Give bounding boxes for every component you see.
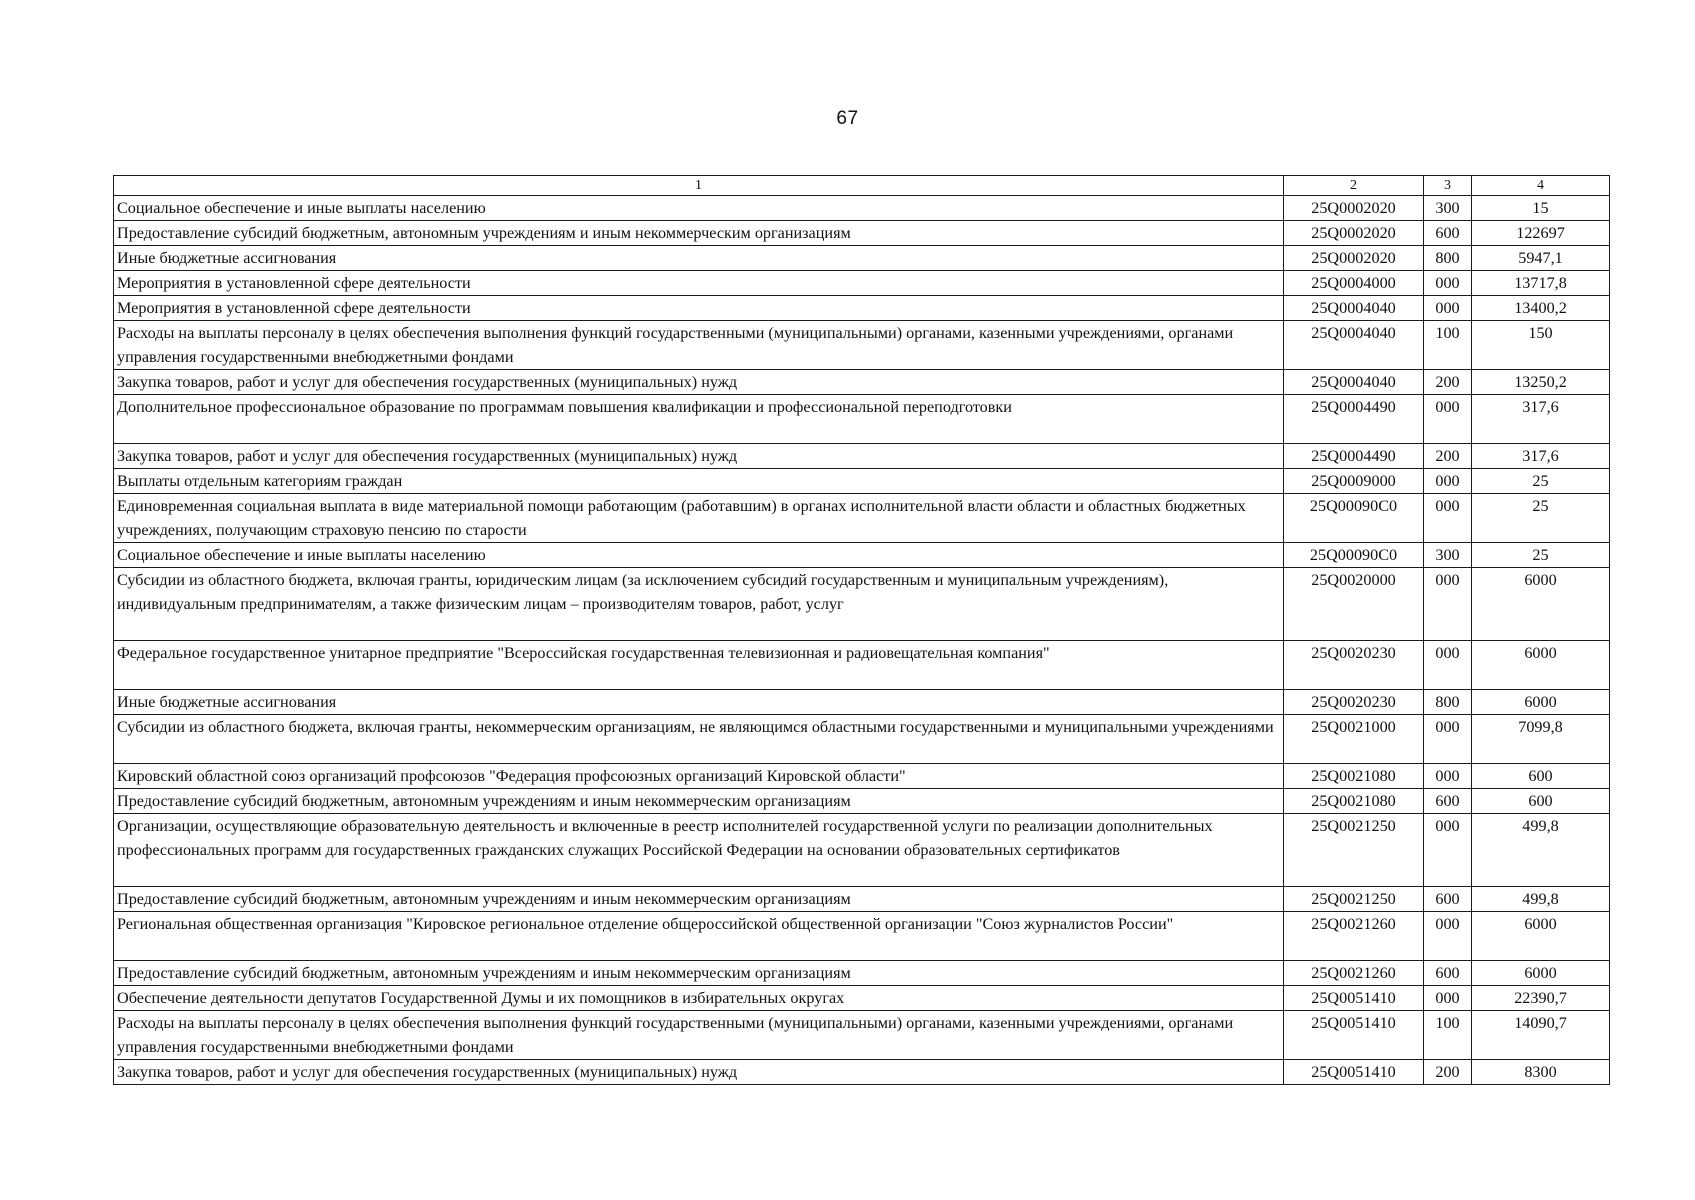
header-cell-kind: 3 [1424, 176, 1472, 196]
table-row [114, 321, 1610, 370]
row-amount-cell: 6000 [1472, 568, 1610, 641]
row-name-cell: Обеспечение деятельности депутатов Государственной Думы и их помощников в избирательных округах [114, 986, 1284, 1011]
table-row [114, 543, 1610, 568]
row-kind-cell: 600 [1424, 789, 1472, 814]
table-row [114, 196, 1610, 221]
header-cell-code: 2 [1284, 176, 1424, 196]
row-code-cell: 25Q0021250 [1284, 814, 1424, 887]
row-kind-cell: 000 [1424, 764, 1472, 789]
row-kind-cell: 000 [1424, 912, 1472, 961]
row-amount-cell: 6000 [1472, 912, 1610, 961]
row-code-cell: 25Q0021260 [1284, 961, 1424, 986]
row-name-cell: Иные бюджетные ассигнования [114, 246, 1284, 271]
row-code-cell: 25Q0021260 [1284, 912, 1424, 961]
row-name-cell: Выплаты отдельным категориям граждан [114, 469, 1284, 494]
row-amount-cell: 499,8 [1472, 887, 1610, 912]
row-code-cell: 25Q0020000 [1284, 568, 1424, 641]
row-name-cell: Единовременная социальная выплата в виде материальной помощи работающим (работавшим) в органах исполнительной власти области и областных бюджетных учреждениях, получающим страховую пенсию по старости [114, 494, 1284, 543]
row-kind-cell: 000 [1424, 469, 1472, 494]
row-kind-cell: 600 [1424, 887, 1472, 912]
row-name-cell: Иные бюджетные ассигнования [114, 690, 1284, 715]
row-kind-cell: 300 [1424, 196, 1472, 221]
table-row [114, 568, 1610, 641]
row-name-cell: Мероприятия в установленной сфере деятельности [114, 271, 1284, 296]
row-name-cell: Мероприятия в установленной сфере деятельности [114, 296, 1284, 321]
row-name-cell: Предоставление субсидий бюджетным, автономным учреждениям и иным некоммерческим организациям [114, 789, 1284, 814]
row-kind-cell: 000 [1424, 641, 1472, 690]
row-name-cell: Закупка товаров, работ и услуг для обеспечения государственных (муниципальных) нужд [114, 1060, 1284, 1085]
row-code-cell: 25Q0002020 [1284, 246, 1424, 271]
row-name-cell: Субсидии из областного бюджета, включая гранты, юридическим лицам (за исключением субсидий государственным и муниципальным учреждениям), индивидуальным предпринимателям, а также физическим лицам – производителям товаров, работ, услуг [114, 568, 1284, 641]
row-amount-cell: 317,6 [1472, 444, 1610, 469]
row-kind-cell: 000 [1424, 814, 1472, 887]
table-row [114, 715, 1610, 764]
row-kind-cell: 200 [1424, 1060, 1472, 1085]
row-name-cell: Предоставление субсидий бюджетным, автономным учреждениям и иным некоммерческим организациям [114, 961, 1284, 986]
row-code-cell: 25Q0021000 [1284, 715, 1424, 764]
row-code-cell: 25Q0021080 [1284, 789, 1424, 814]
row-code-cell: 25Q0004040 [1284, 370, 1424, 395]
row-code-cell: 25Q0020230 [1284, 690, 1424, 715]
header-cell-name: 1 [114, 176, 1284, 196]
table-body [114, 176, 1610, 1085]
row-amount-cell: 25 [1472, 543, 1610, 568]
table-row [114, 961, 1610, 986]
row-amount-cell: 122697 [1472, 221, 1610, 246]
table-row [114, 271, 1610, 296]
table-row [114, 690, 1610, 715]
table-row [114, 764, 1610, 789]
row-amount-cell: 7099,8 [1472, 715, 1610, 764]
row-amount-cell: 6000 [1472, 961, 1610, 986]
row-code-cell: 25Q00090C0 [1284, 543, 1424, 568]
row-amount-cell: 13250,2 [1472, 370, 1610, 395]
table-row [114, 370, 1610, 395]
table-row [114, 444, 1610, 469]
row-code-cell: 25Q0021250 [1284, 887, 1424, 912]
row-amount-cell: 8300 [1472, 1060, 1610, 1085]
row-name-cell: Кировский областной союз организаций профсоюзов "Федерация профсоюзных организаций Кировской области" [114, 764, 1284, 789]
header-row [114, 176, 1610, 196]
row-amount-cell: 317,6 [1472, 395, 1610, 444]
row-name-cell: Федеральное государственное унитарное предприятие "Всероссийская государственная телевизионная и радиовещательная компания" [114, 641, 1284, 690]
row-amount-cell: 14090,7 [1472, 1011, 1610, 1060]
row-name-cell: Субсидии из областного бюджета, включая гранты, некоммерческим организациям, не являющимся областными государственными и муниципальными учреждениями [114, 715, 1284, 764]
row-name-cell: Расходы на выплаты персоналу в целях обеспечения выполнения функций государственными (муниципальными) органами, казенными учреждениями, органами управления государственными внебюджетными фондами [114, 1011, 1284, 1060]
table-row [114, 395, 1610, 444]
row-amount-cell: 5947,1 [1472, 246, 1610, 271]
row-kind-cell: 200 [1424, 444, 1472, 469]
table-row [114, 986, 1610, 1011]
row-name-cell: Расходы на выплаты персоналу в целях обеспечения выполнения функций государственными (муниципальными) органами, казенными учреждениями, органами управления государственными внебюджетными фондами [114, 321, 1284, 370]
row-kind-cell: 000 [1424, 395, 1472, 444]
row-code-cell: 25Q0004040 [1284, 296, 1424, 321]
row-code-cell: 25Q0051410 [1284, 986, 1424, 1011]
row-kind-cell: 200 [1424, 370, 1472, 395]
row-amount-cell: 13400,2 [1472, 296, 1610, 321]
row-code-cell: 25Q00090C0 [1284, 494, 1424, 543]
row-kind-cell: 000 [1424, 271, 1472, 296]
row-code-cell: 25Q0004040 [1284, 321, 1424, 370]
row-kind-cell: 800 [1424, 690, 1472, 715]
row-kind-cell: 600 [1424, 221, 1472, 246]
row-code-cell: 25Q0021080 [1284, 764, 1424, 789]
row-kind-cell: 100 [1424, 321, 1472, 370]
row-name-cell: Предоставление субсидий бюджетным, автономным учреждениям и иным некоммерческим организациям [114, 221, 1284, 246]
row-amount-cell: 22390,7 [1472, 986, 1610, 1011]
row-code-cell: 25Q0004490 [1284, 444, 1424, 469]
row-code-cell: 25Q0009000 [1284, 469, 1424, 494]
budget-table [113, 175, 1610, 1085]
table-row [114, 1011, 1610, 1060]
row-kind-cell: 000 [1424, 568, 1472, 641]
row-amount-cell: 6000 [1472, 641, 1610, 690]
row-amount-cell: 15 [1472, 196, 1610, 221]
row-code-cell: 25Q0020230 [1284, 641, 1424, 690]
row-kind-cell: 000 [1424, 296, 1472, 321]
row-code-cell: 25Q0051410 [1284, 1011, 1424, 1060]
row-kind-cell: 000 [1424, 986, 1472, 1011]
row-amount-cell: 600 [1472, 764, 1610, 789]
row-kind-cell: 600 [1424, 961, 1472, 986]
row-kind-cell: 000 [1424, 494, 1472, 543]
row-code-cell: 25Q0051410 [1284, 1060, 1424, 1085]
row-name-cell: Закупка товаров, работ и услуг для обеспечения государственных (муниципальных) нужд [114, 370, 1284, 395]
row-kind-cell: 000 [1424, 715, 1472, 764]
row-name-cell: Социальное обеспечение и иные выплаты населению [114, 543, 1284, 568]
row-amount-cell: 600 [1472, 789, 1610, 814]
table-row [114, 246, 1610, 271]
row-amount-cell: 25 [1472, 469, 1610, 494]
row-name-cell: Дополнительное профессиональное образование по программам повышения квалификации и профессиональной переподготовки [114, 395, 1284, 444]
table-row [114, 469, 1610, 494]
row-name-cell: Социальное обеспечение и иные выплаты населению [114, 196, 1284, 221]
row-code-cell: 25Q0002020 [1284, 196, 1424, 221]
row-amount-cell: 25 [1472, 494, 1610, 543]
table-row [114, 494, 1610, 543]
row-code-cell: 25Q0004490 [1284, 395, 1424, 444]
table-row [114, 221, 1610, 246]
table-row [114, 1060, 1610, 1085]
row-kind-cell: 800 [1424, 246, 1472, 271]
table-row [114, 887, 1610, 912]
table-row [114, 641, 1610, 690]
row-amount-cell: 13717,8 [1472, 271, 1610, 296]
table-row [114, 296, 1610, 321]
table-row [114, 912, 1610, 961]
row-name-cell: Предоставление субсидий бюджетным, автономным учреждениям и иным некоммерческим организациям [114, 887, 1284, 912]
table-row [114, 814, 1610, 887]
row-name-cell: Организации, осуществляющие образовательную деятельность и включенные в реестр исполнителей государственной услуги по реализации дополнительных профессиональных программ для государственных гражданских служащих Российской Федерации на основании образовательных сертификатов [114, 814, 1284, 887]
row-amount-cell: 6000 [1472, 690, 1610, 715]
row-name-cell: Закупка товаров, работ и услуг для обеспечения государственных (муниципальных) нужд [114, 444, 1284, 469]
row-code-cell: 25Q0002020 [1284, 221, 1424, 246]
table-row [114, 789, 1610, 814]
row-kind-cell: 100 [1424, 1011, 1472, 1060]
row-code-cell: 25Q0004000 [1284, 271, 1424, 296]
header-cell-amount: 4 [1472, 176, 1610, 196]
row-amount-cell: 150 [1472, 321, 1610, 370]
row-kind-cell: 300 [1424, 543, 1472, 568]
page-number: 67 [836, 108, 859, 129]
row-name-cell: Региональная общественная организация "Кировское региональное отделение общероссийской общественной организации "Союз журналистов России" [114, 912, 1284, 961]
row-amount-cell: 499,8 [1472, 814, 1610, 887]
